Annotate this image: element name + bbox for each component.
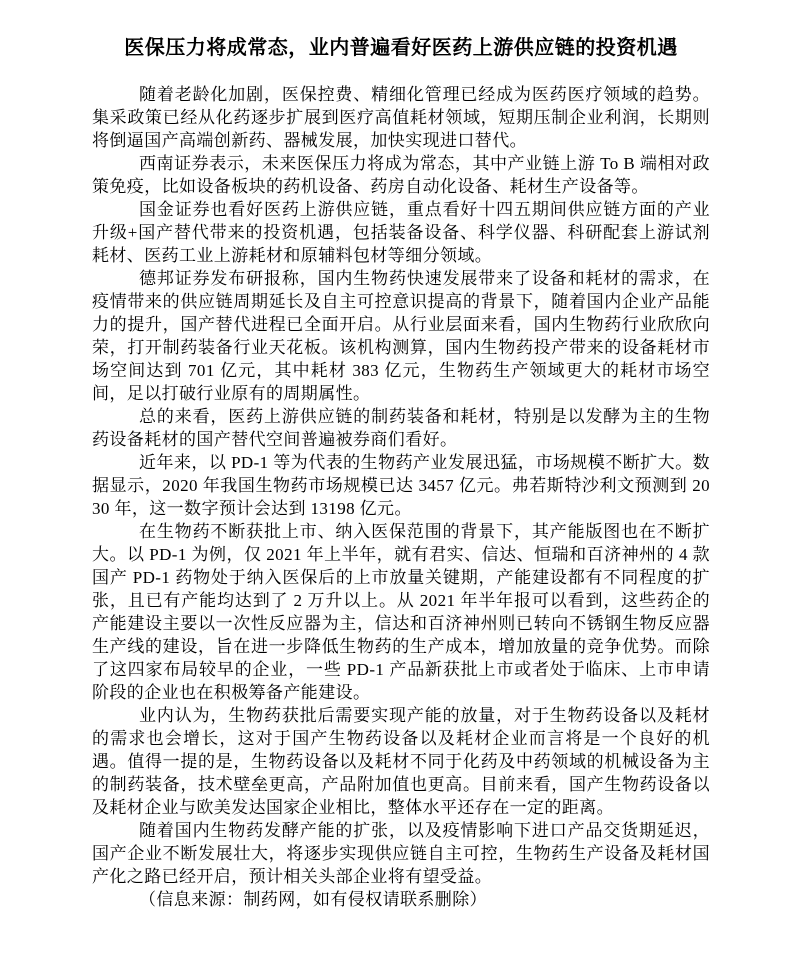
body-paragraph: 随着国内生物药发酵产能的扩张，以及疫情影响下进口产品交货期延迟，国产企业不断发展壮大，将逐步实现供应链自主可控，生物药生产设备及耗材国产化之路已经开启，预计相关头部企业将有望受益。 [92, 821, 710, 886]
body-paragraph: 德邦证券发布研报称，国内生物药快速发展带来了设备和耗材的需求，在疫情带来的供应链周期延长及自主可控意识提高的背景下，随着国内企业产品能力的提升，国产替代进程已全面开启。从行业层面来看，国内生物药行业欣欣向荣，打开制药装备行业天花板。该机构测算，国内生物药投产带来的设备耗材市场空间达到 701 亿元，其中耗材 383 亿元，生物药生产领域更大的耗材市场空间，足以打破行业原有的周期属性。 [92, 269, 710, 403]
source-note: （信息来源：制药网，如有侵权请联系删除） [139, 890, 487, 909]
body-paragraph: 随着老龄化加剧，医保控费、精细化管理已经成为医药医疗领域的趋势。集采政策已经从化药逐步扩展到医疗高值耗材领域，短期压制企业利润，长期则将倒逼国产高端创新药、器械发展，加快实现进口替代。 [92, 85, 710, 150]
body-paragraph: 近年来，以 PD-1 等为代表的生物药产业发展迅猛，市场规模不断扩大。数据显示，2020 年我国生物药市场规模已达 3457 亿元。弗若斯特沙利文预测到 2030 年，这一数字预计会达到 13198 亿元。 [92, 453, 710, 518]
document-title: 医保压力将成常态，业内普遍看好医药上游供应链的投资机遇 [124, 37, 678, 59]
body-paragraph: 西南证券表示，未来医保压力将成为常态，其中产业链上游 To B 端相对政策免疫，比如设备板块的药机设备、药房自动化设备、耗材生产设备等。 [92, 154, 710, 196]
body-paragraph: 在生物药不断获批上市、纳入医保范围的背景下，其产能版图也在不断扩大。以 PD-1 为例，仅 2021 年上半年，就有君实、信达、恒瑞和百济神州的 4 款国产 PD-1 药物处于纳入医保后的上市放量关键期，产能建设都有不同程度的扩张，且已有产能均达到了 2 万升以上。从 2021 年半年报可以看到，这些药企的产能建设主要以一次性反应器为主，信达和百济神州则已转向不锈钢生物反应器生产线的建设，旨在进一步降低生物药的生产成本，增加放量的竞争优势。而除了这四家布局较早的企业，一些 PD-1 产品新获批上市或者处于临床、上市申请阶段的企业也在积极筹备产能建设。 [92, 522, 710, 702]
body-paragraph: 总的来看，医药上游供应链的制药装备和耗材，特别是以发酵为主的生物药设备耗材的国产替代空间普遍被券商们看好。 [92, 407, 710, 449]
body-paragraph: 业内认为，生物药获批后需要实现产能的放量，对于生物药设备以及耗材的需求也会增长，这对于国产生物药设备以及耗材企业而言将是一个良好的机遇。值得一提的是，生物药设备以及耗材不同于化药及中药领域的机械设备为主的制药装备，技术壁垒更高，产品附加值也更高。目前来看，国产生物药设备以及耗材企业与欧美发达国家企业相比，整体水平还存在一定的距离。 [92, 706, 710, 817]
body-paragraph: 国金证券也看好医药上游供应链，重点看好十四五期间供应链方面的产业升级+国产替代带来的投资机遇，包括装备设备、科学仪器、科研配套上游试剂耗材、医药工业上游耗材和原辅料包材等细分领域。 [92, 200, 710, 265]
